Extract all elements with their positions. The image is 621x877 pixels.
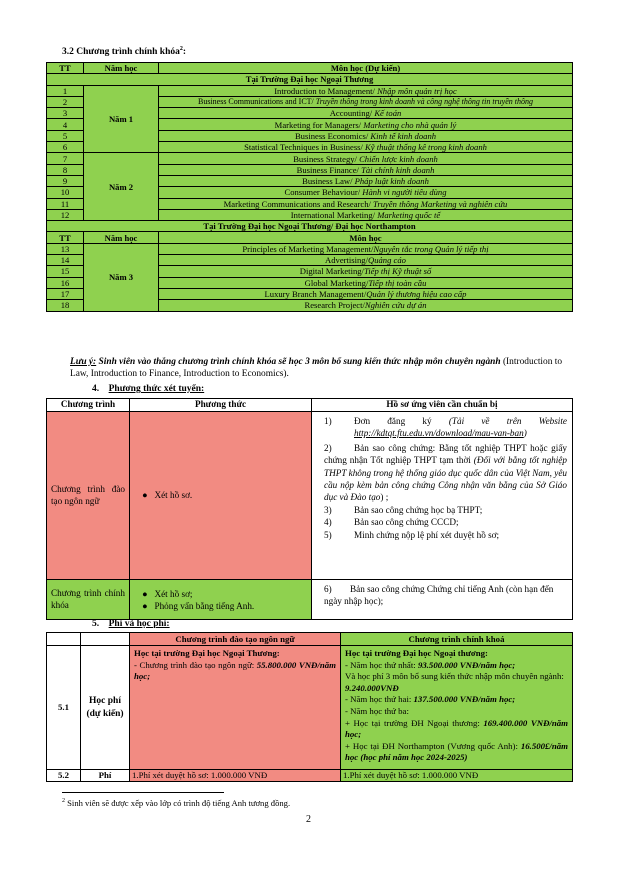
table-row: 4 Marketing for Managers/ Marketing cho nhà quản lý (47, 119, 573, 130)
lang-fee-cell: Học tại trường Đại học Ngoại Thương: - Chương trình đào tạo ngôn ngữ: 55.800.000 VNĐ/năm học; (130, 646, 341, 770)
admission-table (46, 398, 573, 620)
course-table-header: TT Năm học Môn học (Dự kiến) (47, 63, 573, 74)
table-row: 13 Năm 3 Principles of Marketing Management/Nguyên tắc trong Quản lý tiếp thị (47, 243, 573, 254)
course-table-subheader: TT Năm học Môn học (47, 232, 573, 243)
docs-cell (312, 412, 573, 580)
table-row: 3 Accounting/ Kế toán (47, 108, 573, 119)
year-2-cell: Năm 2 (84, 153, 159, 221)
table-row: 2 Business Communications and ICT/ Truyền thông trong kinh doanh và công nghệ thông tin truyền thông (47, 96, 573, 107)
course-table (46, 62, 573, 312)
northampton-section-row: Tại Trường Đại học Ngoại Thương/ Đại học Northampton (47, 221, 573, 232)
page-number: 2 (306, 814, 311, 825)
download-link[interactable]: http://kdtqt.ftu.edu.vn/download/mau-van-ban (354, 428, 524, 439)
ftu-section-row: Tại Trường Đại học Ngoại Thương (47, 74, 573, 85)
bullet-icon: ● (142, 489, 148, 500)
bullet-icon: ● (142, 588, 148, 599)
doc-item: 1) Đơn đăng ký (Tải về trên Website http://kdtqt.ftu.edu.vn/download/mau-van-ban) (324, 416, 567, 439)
note-paragraph: Lưu ý: Sinh viên vào thẳng chương trình chính khóa sẽ học 3 môn bổ sung kiến thức nhập môn chuyên ngành (Introduction to Law, Introduction to Finance, Introduction to Economics). (70, 357, 563, 379)
table-row: 12 International Marketing/ Marketing quốc tế (47, 209, 573, 220)
fee-table-header: Chương trình đào tạo ngôn ngữ Chương trình chính khoá (47, 633, 573, 646)
section-heading-5: 5. Phí và học phí: (92, 619, 170, 629)
admission-table-header: Chương trình Phương thức Hồ sơ ứng viên cần chuẩn bị (47, 399, 573, 412)
table-row: Chương trình chính khóa ● Xét hồ sơ; ● Phỏng vấn bằng tiếng Anh. 6) Bản sao công chứng Chứng chỉ tiếng Anh (còn hạn đến ngày nhập học); (47, 580, 573, 620)
table-row: 5.1 Học phí (dự kiến) Học tại trường Đại học Ngoại Thương: - Chương trình đào tạo ngôn ngữ: 55.800.000 VNĐ/năm học; Học tại trường Đại học Ngoại thương: - Năm học thứ nhất: 93.500.000 VNĐ/năm học; Và học phí 3 môn bổ sung kiến thức nhập môn chuyên ngành: 9.240.000VNĐ - Năm học thứ hai: 137.500.000 VNĐ/năm học; - Năm học thứ ba: + Học tại trường ĐH Ngoại thương: 169.400.000 VNĐ/năm học; + Học tại ĐH Northampton (Vương quốc Anh): 16.500£/năm học (học phí năm học 2024-2025) (47, 646, 573, 770)
table-row: 14 Advertising/Quảng cáo (47, 255, 573, 266)
doc-item: 2) Bản sao công chứng: Bằng tốt nghiệp THPT hoặc giấy chứng nhận Tốt nghiệp THPT tạm thời (Đối với bằng tốt nghiệp THPT không trong hệ thống giáo dục quốc dân của Việt Nam, yêu cầu nộp kèm bản công chứng Công nhận văn bằng của Sở Giáo dục và Đào tạo) ; (324, 442, 567, 503)
table-row: 11 Marketing Communications and Research/ Truyền thông Marketing và nghiên cứu (47, 198, 573, 209)
table-row: 18 Research Project/Nghiên cứu dự án (47, 300, 573, 311)
table-row: 1 Năm 1 Introduction to Management/ Nhập môn quản trị học (47, 85, 573, 96)
table-row: 7 Năm 2 Business Strategy/ Chiến lược kinh doanh (47, 153, 573, 164)
year-1-cell: Năm 1 (84, 85, 159, 153)
table-row: 16 Global Marketing/Tiếp thị toàn cầu (47, 277, 573, 288)
bullet-icon: ● (142, 600, 148, 611)
fee-table (46, 632, 573, 782)
footnote-divider (62, 792, 224, 793)
doc-item: 5) Minh chứng nộp lệ phí xét duyệt hồ sơ; (324, 529, 500, 540)
section-heading-3-2: 3.2 Chương trình chính khóa$^2$: (62, 46, 187, 58)
table-row: 17 Luxury Branch Management/Quản lý thương hiệu cao cấp (47, 288, 573, 299)
doc-item: 4) Bản sao công chứng CCCD; (324, 517, 459, 528)
table-row: 15 Digital Marketing/Tiếp thị Kỹ thuật số (47, 266, 573, 277)
doc-item: 6) Bản sao công chứng Chứng chỉ tiếng Anh (còn hạn đến ngày nhập học); (324, 584, 554, 606)
table-row: 6 Statistical Techniques in Business/ Kỹ thuật thống kê trong kinh doanh (47, 142, 573, 153)
table-row: 9 Business Law/ Pháp luật kinh doanh (47, 175, 573, 186)
table-row: 5.2 Phí 1.Phí xét duyệt hồ sơ: 1.000.000 VNĐ 1.Phí xét duyệt hồ sơ: 1.000.000 VNĐ (47, 770, 573, 782)
table-row: 10 Consumer Behaviour/ Hành vi người tiêu dùng (47, 187, 573, 198)
footnote-ref: 2 (179, 46, 183, 52)
footnote: $^2$ Sinh viên sẽ được xếp vào lớp có trình độ tiếng Anh tương đồng. (62, 798, 291, 808)
table-row: Chương trình đào tạo ngôn ngữ ● Xét hồ sơ. 1) Đơn đăng ký (Tải về trên Website http://kdtqt.ftu.edu.vn/download/mau-van-ban) 2) Bản sao công chứng: Bằng tốt nghiệp THPT hoặc giấy chứng nhận Tốt nghiệp THPT tạm thời (Đối với bằng tốt nghiệp THPT không trong hệ thống giáo dục quốc dân của Việt Nam, yêu cầu nộp kèm bản công chứng Công nhận văn bằng của Sở Giáo dục và Đào tạo) ; 3) Bản sao công chứng học bạ THPT; 4) Bản sao công chứng CCCD; 5) Minh chứng nộp lệ phí xét duyệt hồ sơ; (47, 412, 573, 580)
doc-item: 3) Bản sao công chứng học bạ THPT; (324, 504, 483, 515)
section-heading-4: 4. Phương thức xét tuyển: (92, 384, 205, 394)
table-row: 8 Business Finance/ Tài chính kinh doanh (47, 164, 573, 175)
main-fee-cell: Học tại trường Đại học Ngoại thương: - Năm học thứ nhất: 93.500.000 VNĐ/năm học; Và học phí 3 môn bổ sung kiến thức nhập môn chuyên ngành: 9.240.000VNĐ - Năm học thứ hai: 137.500.000 VNĐ/năm học; - Năm học thứ ba: + Học tại trường ĐH Ngoại thương: 169.400.000 VNĐ/năm học; + Học tại ĐH Northampton (Vương quốc Anh): 16.500£/năm học (học phí năm học 2024-2025) (341, 646, 573, 770)
table-row: 5 Business Economics/ Kinh tế kinh doanh (47, 130, 573, 141)
year-3-cell: Năm 3 (84, 243, 159, 311)
